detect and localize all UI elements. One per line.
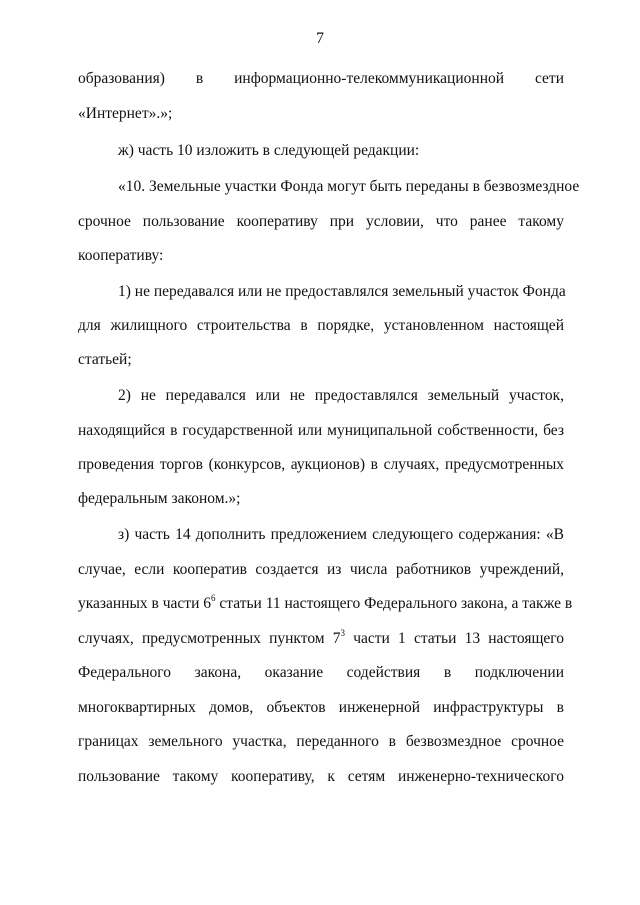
text-line: срочное пользование кооперативу при условии, что ранее такому <box>78 213 564 230</box>
text-segment: статьи 11 настоящего Федерального закона, а также в <box>215 595 573 612</box>
text-line: проведения торгов (конкурсов, аукционов) в случаях, предусмотренных <box>78 456 564 473</box>
text-line: статьей; <box>78 351 132 368</box>
text-line: границах земельного участка, переданного в безвозмездное срочное <box>78 733 564 750</box>
text-line: пользование такому кооперативу, к сетям инженерно-технического <box>78 768 564 785</box>
text-line: «10. Земельные участки Фонда могут быть переданы в безвозмездное <box>118 178 580 195</box>
list-item-2: 2) не передавался или не предоставлялся земельный участок, <box>118 387 564 404</box>
text-line <box>78 628 564 650</box>
text-line: Федерального закона, оказание содействия в подключении <box>78 664 564 681</box>
text-line: образования) в информационно-телекоммуникационной сети <box>78 70 564 87</box>
text-line: случае, если кооператив создается из числа работников учреждений, <box>78 561 564 578</box>
page-number: 7 <box>316 30 324 47</box>
text-line: федеральным законом.»; <box>78 490 241 507</box>
text-line: «Интернет».»; <box>78 105 173 122</box>
list-item-1: 1) не передавался или не предоставлялся земельный участок Фонда <box>118 283 566 300</box>
paragraph-heading: ж) часть 10 изложить в следующей редакции: <box>118 142 420 159</box>
text-segment: случаях, предусмотренных пунктом 7 <box>78 630 341 647</box>
paragraph-heading: з) часть 14 дополнить предложением следующего содержания: «В <box>118 526 564 543</box>
text-segment: указанных в части 6 <box>78 595 211 612</box>
text-line: для жилищного строительства в порядке, установленном настоящей <box>78 317 564 334</box>
text-line <box>78 592 573 615</box>
text-line: кооперативу: <box>78 247 164 264</box>
superscript: 3 <box>340 627 346 638</box>
text-segment: части 1 статьи 13 настоящего <box>345 630 565 647</box>
text-line: находящийся в государственной или муниципальной собственности, без <box>78 422 564 439</box>
text-line: многоквартирных домов, объектов инженерной инфраструктуры в <box>78 699 564 716</box>
superscript: 6 <box>211 592 216 603</box>
